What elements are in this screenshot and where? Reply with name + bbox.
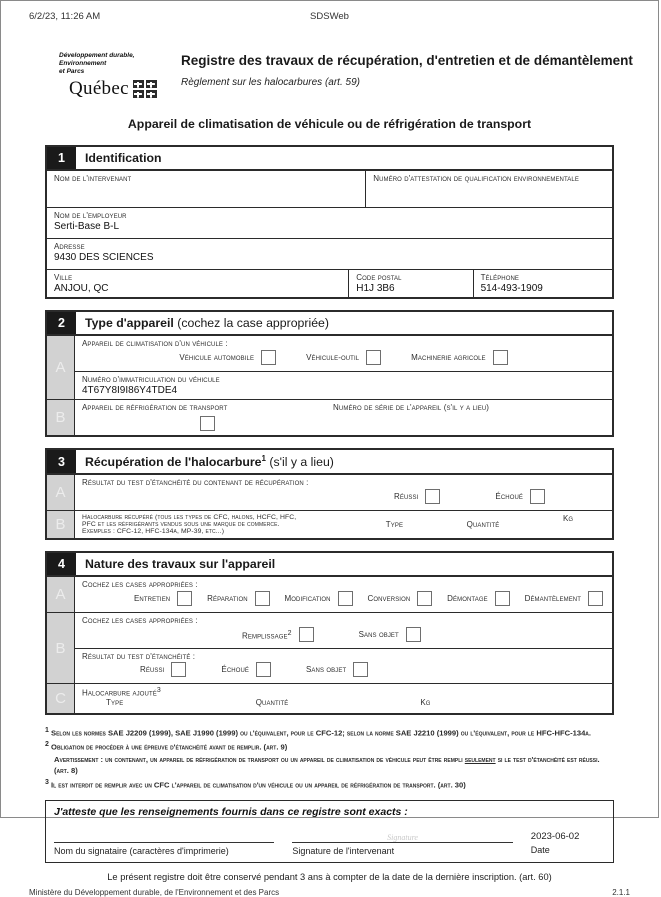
option-sans-objet-1: Sans objet [359, 627, 421, 642]
section-recuperation [45, 448, 614, 540]
section4-rowB-letter: B [47, 613, 75, 683]
attestation-statement: J'atteste que les renseignements fournis dans ce registre sont exacts : [54, 805, 408, 818]
checkbox-refrigeration-transport[interactable] [200, 416, 215, 431]
section4-number: 4 [47, 553, 76, 575]
label-halocarbure-recupere: Halocarbure récupéré (tous les types de CFC, halons, HCFC, HFC, PFC et les réfrigérants vendus sous une marque de commerce. Exemples : CFC-12, HFC-134a, MP-39, etc...) [82, 514, 297, 536]
label-numero-serie: Numéro de série de l'appareil (s'il y a lieu) [333, 403, 490, 413]
checkbox-entretien[interactable] [177, 591, 192, 606]
quebec-wordmark: Québec [69, 78, 129, 100]
signature-label: Signature de l'intervenant [292, 845, 395, 856]
field-telephone[interactable]: 514-493-1909 [480, 283, 543, 295]
section3-header [47, 450, 612, 475]
section4-title: Nature des travaux sur l'appareil [85, 557, 276, 572]
checkbox-sans-objet-2[interactable] [353, 662, 368, 677]
section4-header [47, 553, 612, 577]
footnote-3: $^3$ Il est interdit de remplir avec un CFC l'appareil de climatisation d'un véhicule ou un appareil de réfrigération de transport. (art. 30) [45, 779, 466, 790]
label-nom-intervenant: Nom de l'intervenant [54, 174, 132, 184]
section-identification [45, 145, 614, 299]
option-reussi: Réussi [394, 489, 440, 504]
regulation-subtitle: Règlement sur les halocarbures (art. 59) [181, 77, 360, 89]
quebec-government-logo [59, 52, 171, 100]
retention-note: Le présent registre doit être conservé pendant 3 ans à compter de la date de la dernière inscription. (art. 60) [107, 871, 552, 882]
footnotes [45, 726, 614, 791]
section3-rowA [47, 475, 612, 511]
label-cochez-cases-B: Cochez les cases appropriées : [82, 616, 198, 626]
option-remplissage: Remplissage$^2$ [242, 627, 314, 642]
column-quantite: Quantité [466, 520, 500, 530]
footnote-2-warning: Avertissement : un contenant, un appareil de réfrigération de transport ou un appareil de climatisation de véhicule peut être rempli seulement si le test d'étanchéité est réussi. (art. 8) [54, 754, 600, 776]
row-ville-cp-tel [47, 270, 612, 297]
checkbox-remplissage[interactable] [299, 627, 314, 642]
checkbox-demontage[interactable] [495, 591, 510, 606]
section3-title-suffix: (s'il y a lieu) [269, 455, 334, 470]
footer-ministry: Ministère du Développement durable, de l'Environnement et des Parcs [29, 887, 280, 897]
section3-rowA-letter: A [47, 475, 75, 510]
section4-rowA-letter: A [47, 577, 75, 612]
column-quantite-c: Quantité [255, 698, 289, 708]
section2-rowB-letter: B [47, 400, 75, 435]
column-type-c: Type [106, 698, 124, 708]
section2-header [47, 312, 612, 336]
signature-script-placeholder: Signature [387, 832, 418, 842]
label-telephone: Téléphone [480, 273, 520, 283]
label-ville: Ville [54, 273, 73, 283]
section2-title: Type d'appareil [85, 316, 174, 331]
print-header [1, 1, 658, 22]
label-clim-vehicule: Appareil de climatisation d'un véhicule : [82, 339, 228, 349]
section3-rowB-letter: B [47, 511, 75, 538]
option-reussi-b: Réussi [140, 662, 186, 677]
label-refrigeration-transport: Appareil de réfrigération de transport [82, 403, 228, 413]
appliance-type-title: Appareil de climatisation de véhicule ou de réfrigération de transport [127, 117, 532, 132]
checkbox-vehicule-automobile[interactable] [261, 350, 276, 365]
field-immatriculation[interactable]: 4T67Y8I9I86Y4TDE4 [82, 385, 178, 397]
masthead [59, 52, 658, 100]
section1-number: 1 [47, 147, 76, 169]
option-modification: Modification [285, 591, 353, 606]
print-app-name: SDSWeb [310, 11, 349, 22]
section2-rowB [47, 400, 612, 435]
print-datetime: 6/2/23, 11:26 AM [29, 11, 101, 22]
column-kg: Kg [562, 514, 574, 524]
checkbox-reussi[interactable] [425, 489, 440, 504]
option-machinerie-agricole: Machinerie agricole [411, 350, 507, 365]
field-nom-employeur[interactable]: Serti-Base B-L [54, 221, 120, 233]
checkbox-echoue-b[interactable] [256, 662, 271, 677]
option-conversion: Conversion [367, 591, 432, 606]
row-adresse [47, 239, 612, 270]
column-kg-c: Kg [420, 698, 431, 708]
label-immatriculation: Numéro d'immatriculation du véhicule [82, 375, 220, 385]
date-value: 2023-06-02 [530, 830, 580, 842]
option-vehicule-outil: Véhicule-outil [306, 350, 381, 365]
row-intervenant [47, 171, 612, 208]
attestation-box [45, 800, 614, 863]
section3-title-sup: 1 [261, 454, 266, 464]
section2-number: 2 [47, 312, 76, 334]
label-nom-employeur: Nom de l'employeur [54, 211, 127, 221]
quebec-flag-icon [133, 80, 157, 98]
page-footer [29, 888, 630, 897]
checkbox-machinerie-agricole[interactable] [493, 350, 508, 365]
column-type: Type [385, 520, 404, 530]
label-resultat-test: Résultat du test d'étanchéité : [82, 652, 196, 662]
option-vehicule-automobile: Véhicule automobile [179, 350, 276, 365]
checkbox-reussi-b[interactable] [171, 662, 186, 677]
clim-vehicule-subrow [75, 336, 612, 372]
footer-version: 2.1.1 [612, 887, 630, 897]
footnote-1: $^1$ Selon les normes SAE J2209 (1999), SAE J1990 (1999) ou l'équivalent, pour le CFC-12; selon la norme SAE J2210 (1999) ou l'équivalent, pour le HFC-HFC-134a. [45, 727, 592, 738]
section4-rowC [47, 684, 612, 713]
section-type-appareil [45, 310, 614, 437]
checkbox-modification[interactable] [338, 591, 353, 606]
field-code-postal[interactable]: H1J 3B6 [356, 283, 395, 295]
form-main-title: Registre des travaux de récupération, d'entretien et de démantèlement [181, 53, 633, 68]
label-code-postal: Code postal [356, 273, 402, 283]
section3-rowB [47, 511, 612, 538]
section3-number: 3 [47, 450, 76, 473]
checkbox-conversion[interactable] [417, 591, 432, 606]
option-reparation: Réparation [207, 591, 270, 606]
section2-rowA [47, 336, 612, 400]
option-demantelement: Démantèlement [525, 591, 603, 606]
checkbox-vehicule-outil[interactable] [366, 350, 381, 365]
option-demontage: Démontage [447, 591, 510, 606]
section-nature-travaux [45, 551, 614, 715]
signatory-name-line[interactable] [54, 826, 274, 843]
label-adresse: Adresse [54, 242, 85, 252]
label-numero-attestation: Numéro d'attestation de qualification environnementale [373, 174, 579, 184]
checkbox-sans-objet-1[interactable] [406, 627, 421, 642]
section4-rowB [47, 613, 612, 684]
checkbox-demantelement[interactable] [588, 591, 603, 606]
section4-rowC-letter: C [47, 684, 75, 713]
label-test-etancheite-contenant: Résultat du test d'étanchéité du contenant de récupération : [82, 478, 309, 488]
option-entretien: Entretien [134, 591, 192, 606]
option-sans-objet-2: Sans objet [306, 662, 368, 677]
row-employeur [47, 208, 612, 239]
section1-header [47, 147, 612, 171]
checkbox-reparation[interactable] [255, 591, 270, 606]
section4-rowA [47, 577, 612, 613]
field-adresse[interactable]: 9430 DES SCIENCES [54, 252, 154, 264]
signature-line[interactable] [292, 826, 512, 843]
footnote-2: $^2$ Obligation de procéder à une épreuve d'étanchéité avant de remplir. (art. 9) Avertissement : un contenant, un appareil de réfrigération de transport ou un appareil de climatisation de véhicule peut être rempli seulement si le test d'étanchéité est réussi. (art. 8) [45, 740, 614, 777]
section1-title: Identification [85, 151, 162, 166]
immatriculation-subrow [75, 372, 612, 399]
option-echoue-b: Échoué [221, 662, 271, 677]
field-ville[interactable]: ANJOU, QC [54, 283, 109, 295]
section2-title-suffix: (cochez la case appropriée) [177, 316, 329, 331]
label-cochez-cases-A: Cochez les cases appropriées : [82, 580, 198, 590]
section2-rowA-letter: A [47, 336, 75, 399]
signatory-name-label: Nom du signataire (caractères d'imprimerie) [54, 845, 229, 856]
label-halocarbure-ajoute: Halocarbure ajouté$^3$ [82, 687, 161, 699]
ministry-name: Développement durable, Environnement et Parcs [59, 52, 135, 76]
section3-title: Récupération de l'halocarbure [85, 455, 262, 470]
option-echoue: Échoué [495, 489, 545, 504]
date-label: Date [530, 844, 550, 855]
checkbox-echoue[interactable] [530, 489, 545, 504]
